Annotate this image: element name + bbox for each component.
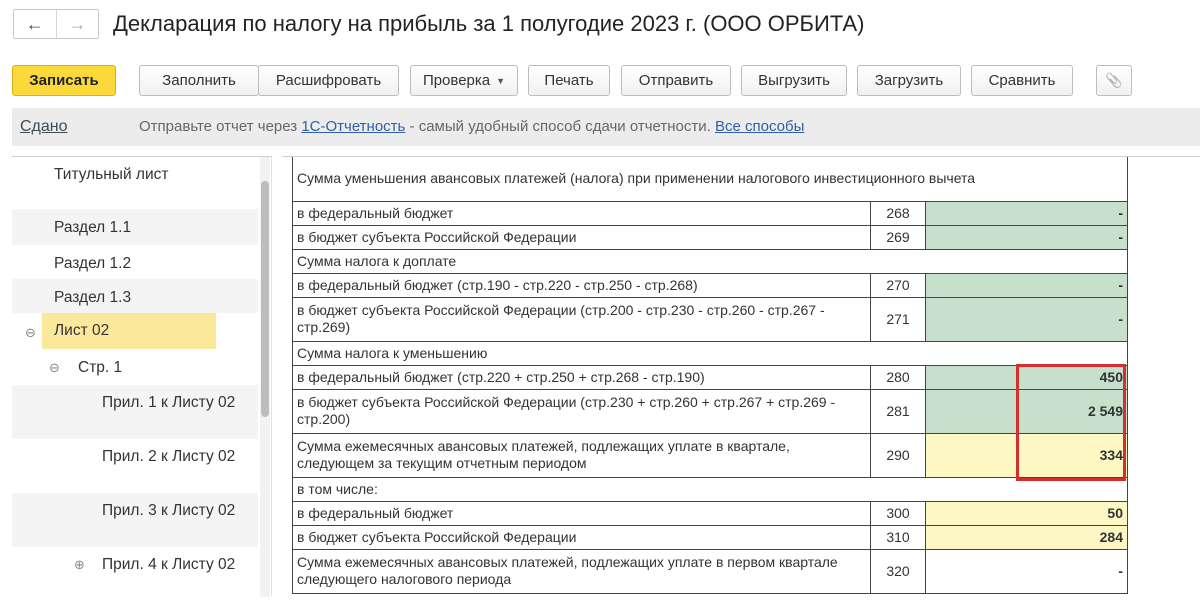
row-label: в бюджет субъекта Российской Федерации [293, 225, 871, 249]
tree-item-label: Лист 02 [42, 313, 216, 349]
table-row [293, 201, 1128, 225]
info-bar [12, 108, 1200, 146]
attach-button[interactable] [1096, 65, 1132, 96]
row-label: Сумма ежемесячных авансовых платежей, подлежащих уплате в квартале, следующем за текущим отчетным периодом [293, 433, 871, 477]
tree-item-annex-1[interactable] [12, 385, 258, 439]
import-button[interactable]: Загрузить [857, 65, 961, 96]
value-cell[interactable]: 334 [926, 433, 1128, 477]
row-label: Сумма уменьшения авансовых платежей (налога) при применении налогового инвестиционного вычета [293, 157, 1128, 201]
table-row [293, 341, 1128, 365]
table-row [293, 501, 1128, 525]
collapse-icon[interactable]: ⊖ [49, 360, 60, 375]
value-cell[interactable]: - [926, 225, 1128, 249]
table-row [293, 433, 1128, 477]
paperclip-icon: 📎 [1105, 72, 1123, 88]
send-button[interactable]: Отправить [621, 65, 731, 96]
row-label: Сумма налога к доплате [293, 249, 1128, 273]
tree-item-sheet-02[interactable] [12, 313, 258, 349]
row-label: в федеральный бюджет [293, 501, 871, 525]
table-row [293, 157, 1128, 201]
row-code: 280 [871, 365, 926, 389]
row-code: 320 [871, 549, 926, 593]
fill-button[interactable]: Заполнить [139, 65, 259, 96]
tree-item-page-1[interactable] [12, 349, 258, 385]
table-row [293, 549, 1128, 593]
row-code: 269 [871, 225, 926, 249]
page-title: Декларация по налогу на прибыль за 1 полугодие 2023 г. (ООО ОРБИТА) [113, 11, 865, 36]
tree-item-label: Прил. 1 к Листу 02 [102, 394, 236, 411]
check-dropdown-button[interactable] [410, 65, 518, 96]
value-cell[interactable]: 2 549 [926, 389, 1128, 433]
tree-item-label: Раздел 1.1 [54, 219, 132, 236]
row-code: 268 [871, 201, 926, 225]
decode-button[interactable]: Расшифровать [258, 65, 399, 96]
arrow-left-icon: ← [25, 13, 44, 34]
row-label: в федеральный бюджет (стр.190 - стр.220 - стр.250 - стр.268) [293, 273, 871, 297]
status-link[interactable]: Сдано [20, 118, 68, 135]
row-code: 290 [871, 433, 926, 477]
row-label: Сумма ежемесячных авансовых платежей, подлежащих уплате в первом квартале следующего налогового периода [293, 549, 871, 593]
table-row [293, 249, 1128, 273]
row-code: 270 [871, 273, 926, 297]
value-cell[interactable]: 50 [926, 501, 1128, 525]
section-tree [12, 156, 272, 596]
compare-button[interactable]: Сравнить [971, 65, 1073, 96]
table-row [293, 525, 1128, 549]
info-text-after: - самый удобный способ сдачи отчетности. [405, 118, 715, 135]
tree-item-section-1-1[interactable] [12, 209, 258, 245]
value-cell[interactable]: - [926, 297, 1128, 341]
table-row [293, 389, 1128, 433]
print-button[interactable]: Печать [528, 65, 610, 96]
save-button[interactable]: Записать [12, 65, 116, 96]
row-code: 300 [871, 501, 926, 525]
expand-icon[interactable]: ⊕ [74, 557, 85, 572]
declaration-form [282, 156, 1200, 587]
row-code: 310 [871, 525, 926, 549]
caret-down-icon: ▼ [496, 75, 506, 86]
tree-item-annex-3[interactable] [12, 493, 258, 547]
table-row [293, 477, 1128, 501]
value-cell[interactable]: 284 [926, 525, 1128, 549]
back-button[interactable] [14, 10, 56, 38]
tree-item-section-1-3[interactable] [12, 279, 258, 313]
1c-reporting-link[interactable]: 1С-Отчетность [301, 118, 406, 135]
tree-item-label: Прил. 3 к Листу 02 [102, 502, 236, 519]
declaration-table [292, 157, 1128, 594]
info-message [139, 118, 804, 135]
tree-scrollbar[interactable] [260, 157, 270, 597]
value-cell[interactable]: - [926, 549, 1128, 593]
table-row [293, 297, 1128, 341]
row-label: в федеральный бюджет (стр.220 + стр.250 + стр.268 - стр.190) [293, 365, 871, 389]
export-button[interactable]: Выгрузить [741, 65, 847, 96]
scroll-thumb[interactable] [261, 181, 269, 417]
tree-item-label: Стр. 1 [78, 359, 123, 376]
row-label: в том числе: [293, 477, 1128, 501]
tree-item-section-1-2[interactable] [12, 245, 258, 279]
check-button-label: Проверка [422, 72, 491, 89]
row-label: в федеральный бюджет [293, 201, 871, 225]
table-row [293, 225, 1128, 249]
tree-item-label: Раздел 1.3 [54, 289, 132, 306]
info-text-before: Отправьте отчет через [139, 118, 302, 135]
forward-button[interactable] [56, 10, 99, 38]
row-label: в бюджет субъекта Российской Федерации [293, 525, 871, 549]
tree-item-title-page[interactable] [12, 157, 258, 209]
row-label: в бюджет субъекта Российской Федерации (стр.230 + стр.260 + стр.267 + стр.269 - стр.200) [293, 389, 871, 433]
tree-item-annex-4[interactable] [12, 547, 258, 601]
row-label: Сумма налога к уменьшению [293, 341, 1128, 365]
table-row [293, 365, 1128, 389]
tree-item-annex-2[interactable] [12, 439, 258, 493]
table-row [293, 273, 1128, 297]
value-cell[interactable]: 450 [926, 365, 1128, 389]
value-cell[interactable]: - [926, 273, 1128, 297]
tree-item-label: Прил. 2 к Листу 02 [102, 448, 236, 465]
arrow-right-icon: → [68, 13, 87, 34]
tree-item-label: Титульный лист [54, 166, 169, 183]
row-code: 281 [871, 389, 926, 433]
tree-item-label: Раздел 1.2 [54, 255, 132, 272]
all-methods-link[interactable]: Все способы [714, 118, 805, 135]
tree-item-label: Прил. 4 к Листу 02 [102, 556, 236, 573]
row-code: 271 [871, 297, 926, 341]
history-navigation [13, 9, 99, 39]
row-label: в бюджет субъекта Российской Федерации (стр.200 - стр.230 - стр.260 - стр.267 - стр.269) [293, 297, 871, 341]
value-cell[interactable]: - [926, 201, 1128, 225]
collapse-icon[interactable]: ⊖ [25, 325, 36, 340]
